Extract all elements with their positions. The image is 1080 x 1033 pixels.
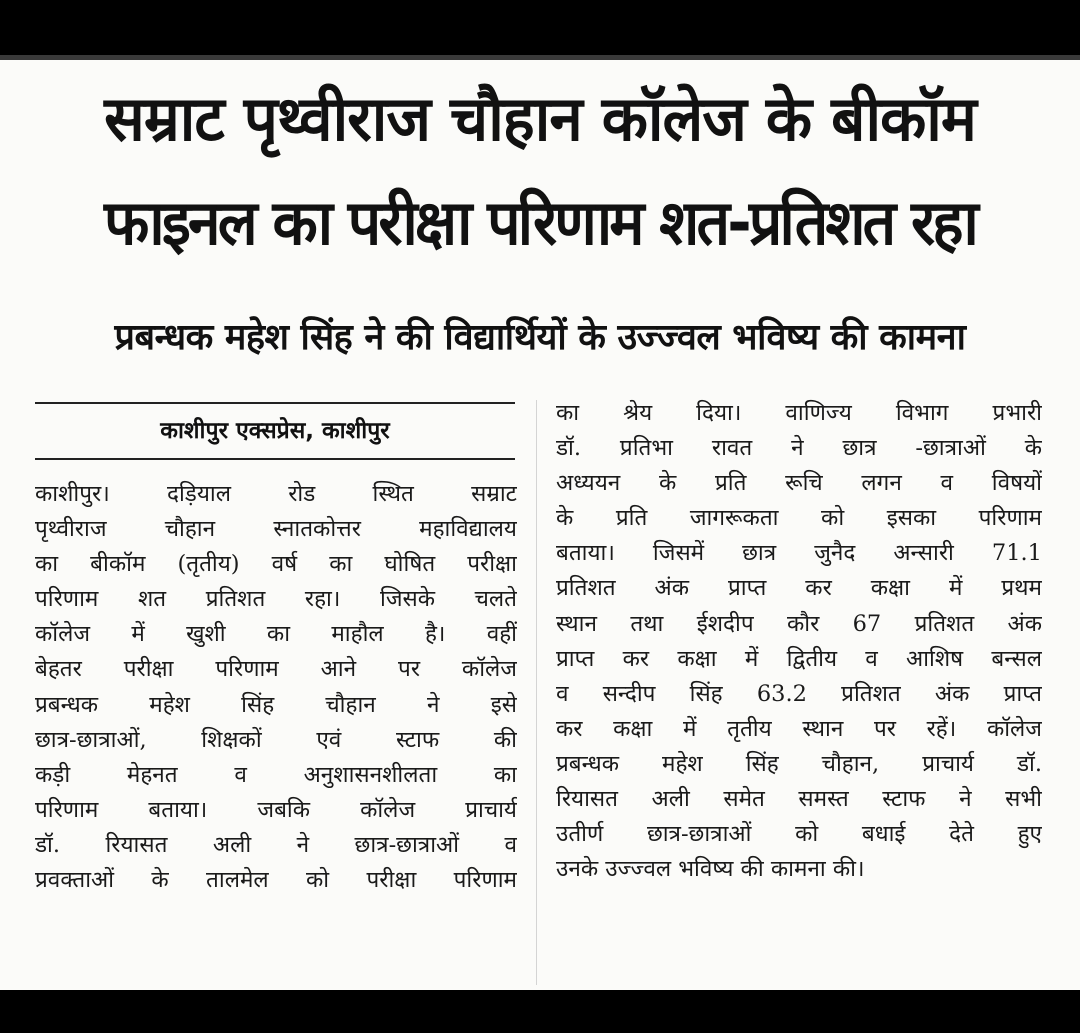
article-line: डॉ. प्रतिभा रावत ने छात्र -छात्राओं के xyxy=(556,435,1042,462)
article-line: उनके उज्ज्वल भविष्य की कामना की। xyxy=(556,856,865,883)
headline-line-1: सम्राट पृथ्वीराज चौहान कॉलेज के बीकॉम xyxy=(104,82,976,155)
article-line: छात्र-छात्राओं, शिक्षकों एवं स्टाफ की xyxy=(35,726,517,753)
article-line: प्रबन्धक महेश सिंह चौहान, प्राचार्य डॉ. xyxy=(556,750,1042,777)
article-line: स्थान तथा ईशदीप कौर 67 प्रतिशत अंक xyxy=(556,610,1042,637)
subheadline: प्रबन्धक महेश सिंह ने की विद्यार्थियों के उज्ज्वल भविष्य की कामना xyxy=(114,317,966,358)
article-line: अध्ययन के प्रति रूचि लगन व विषयों xyxy=(556,470,1042,497)
article-line: प्रतिशत अंक प्राप्त कर कक्षा में प्रथम xyxy=(556,575,1042,602)
newspaper-clipping xyxy=(0,55,1080,990)
clipping-top-edge xyxy=(0,55,1080,60)
article-line: कॉलेज में खुशी का माहौल है। वहीं xyxy=(35,621,517,648)
top-black-border xyxy=(0,0,1080,55)
article-line: प्राप्त कर कक्षा में द्वितीय व आशिष बन्सल xyxy=(556,645,1042,672)
article-line: के प्रति जागरूकता को इसका परिणाम xyxy=(556,505,1042,532)
article-line: का श्रेय दिया। वाणिज्य विभाग प्रभारी xyxy=(556,400,1042,426)
article-line: का बीकॉम (तृतीय) वर्ष का घोषित परीक्षा xyxy=(35,551,517,578)
article-line: प्रवक्ताओं के तालमेल को परीक्षा परिणाम xyxy=(35,867,517,894)
article-line: रियासत अली समेत समस्त स्टाफ ने सभी xyxy=(556,786,1042,813)
headline-line-2: फाइनल का परीक्षा परिणाम शत-प्रतिशत रहा xyxy=(104,186,976,259)
article-right-column xyxy=(556,396,1042,887)
article-line: डॉ. रियासत अली ने छात्र-छात्राओं व xyxy=(35,831,517,858)
byline-bottom-rule xyxy=(35,458,515,460)
article-line: कड़ी मेहनत व अनुशासनशीलता का xyxy=(35,761,517,788)
byline: काशीपुर एक्सप्रेस, काशीपुर xyxy=(160,418,390,444)
article-line: परिणाम बताया। जबकि कॉलेज प्राचार्य xyxy=(35,796,517,823)
article-line: कर कक्षा में तृतीय स्थान पर रहें। कॉलेज xyxy=(556,715,1042,742)
article-line: परिणाम शत प्रतिशत रहा। जिसके चलते xyxy=(35,586,517,613)
article-left-column xyxy=(35,477,517,898)
article-line: उतीर्ण छात्र-छात्राओं को बधाई देते हुए xyxy=(556,821,1042,848)
article-line: व सन्दीप सिंह 63.2 प्रतिशत अंक प्राप्त xyxy=(556,680,1042,707)
column-divider xyxy=(536,400,537,985)
article-line: बताया। जिसमें छात्र जुनैद अन्सारी 71.1 xyxy=(556,540,1042,567)
article-line: बेहतर परीक्षा परिणाम आने पर कॉलेज xyxy=(35,656,517,683)
byline-box xyxy=(35,402,515,460)
article-line: प्रबन्धक महेश सिंह चौहान ने इसे xyxy=(35,691,517,718)
article-line: पृथ्वीराज चौहान स्नातकोत्तर महाविद्यालय xyxy=(35,516,517,543)
bottom-black-border xyxy=(0,990,1080,1033)
article-line: काशीपुर। दड़ियाल रोड स्थित सम्राट xyxy=(35,481,517,507)
